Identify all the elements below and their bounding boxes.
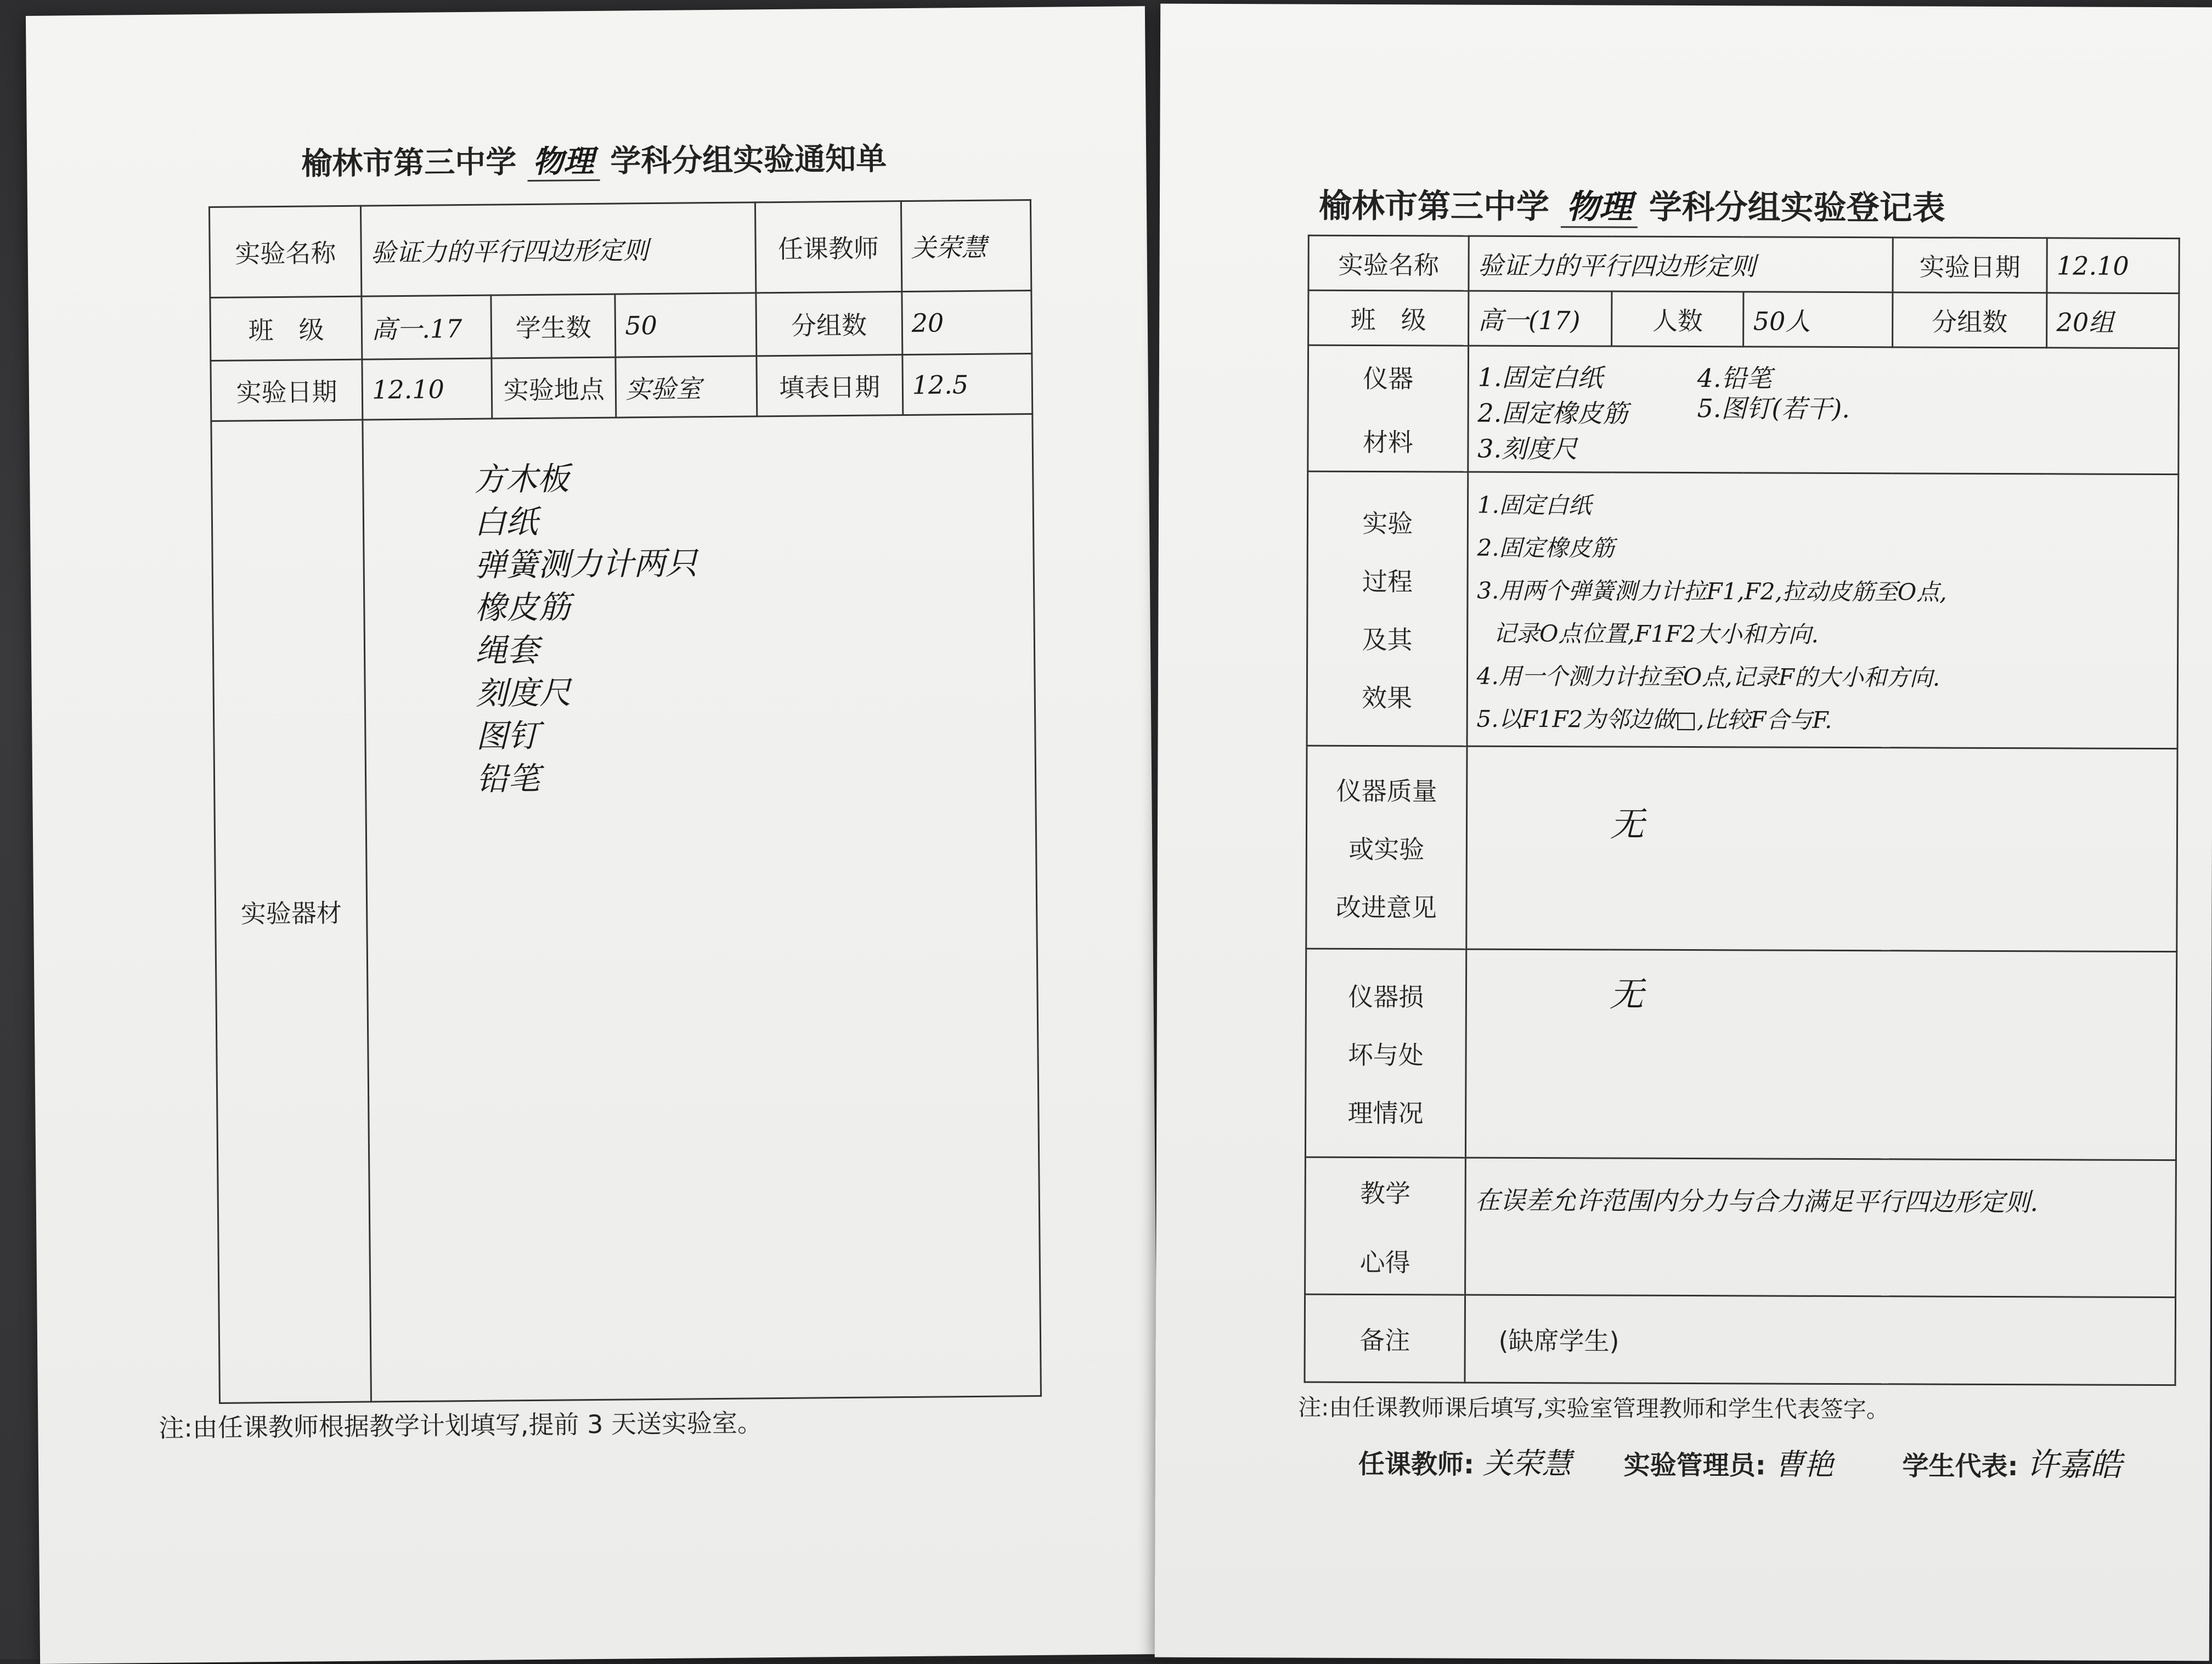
r-damage-value: 无 [1609,974,1644,1014]
r-quality-label-line: 仪器质量 [1336,776,1437,806]
fill-date-label: 填表日期 [757,355,903,416]
r-groups-label: 分组数 [1892,292,2047,348]
date-value: 12.10 [362,358,492,420]
r-process-item: 5.以F1F2为邻边做□,比较F合与F. [1476,705,1832,734]
register-title-subject: 物理 [1561,188,1638,228]
r-quality-value: 无 [1610,804,1644,844]
class-value: 高一.17 [362,295,492,359]
r-people-label: 人数 [1611,291,1743,347]
equipment-label: 实验器材 [211,420,371,1403]
r-process-item: 记录O点位置,F1F2大小和方向. [1493,619,1819,648]
r-process-list [1476,484,2169,743]
r-insight-cell [1465,1158,2176,1298]
r-name-label: 实验名称 [1308,235,1469,291]
r-process-label-line: 过程 [1362,566,1413,596]
register-table [1304,235,2180,1386]
r-process-item: 2.固定橡皮筋 [1477,534,1615,562]
teacher-value: 关荣慧 [901,200,1031,291]
r-remark-label: 备注 [1305,1294,1465,1383]
r-equipment-cell [1468,346,2179,475]
r-class-value: 高一(17) [1468,291,1611,346]
r-equipment-label-line: 材料 [1362,427,1413,457]
equipment-item: 刻度尺 [475,674,572,712]
notice-title-suffix: 学科分组实验通知单 [610,141,887,179]
r-groups-value: 20组 [2047,293,2179,348]
place-label: 实验地点 [492,357,616,419]
r-process-item: 3.用两个弹簧测力计拉F1,F2,拉动皮筋至O点, [1477,577,1947,606]
equipment-item: 绳套 [475,631,539,669]
notice-table [208,199,1042,1404]
r-damage-label-line: 理情况 [1347,1098,1424,1128]
r-equipment-item: 1.固定白纸 [1477,362,1603,393]
date-label: 实验日期 [211,359,363,421]
groups-label: 分组数 [755,292,902,356]
register-sheet [1155,4,2212,1661]
place-value: 实验室 [616,356,757,418]
r-damage-cell [1465,949,2177,1160]
notice-title [301,134,887,183]
register-title-suffix: 学科分组实验登记表 [1649,188,1945,228]
groups-value: 20 [902,290,1032,354]
students-value: 50 [615,293,756,357]
r-quality-label [1306,746,1467,949]
r-class-label: 班 级 [1308,290,1469,346]
r-process-cell [1467,472,2179,749]
r-process-label-line: 实验 [1362,508,1413,538]
sign-student-label: 学生代表: [1902,1451,2018,1482]
r-equipment-item: 4.铅笔 [1697,363,1772,393]
equipment-list [473,453,1035,800]
name-value: 验证力的平行四边形定则 [361,202,756,296]
sign-teacher-value: 关荣慧 [1482,1446,1572,1481]
equipment-item: 方木板 [473,460,569,498]
fill-date-value: 12.5 [902,353,1032,415]
r-quality-label-line: 改进意见 [1335,892,1437,922]
r-insight-value: 在误差允许范围内分力与合力满足平行四边形定则. [1475,1185,2039,1217]
notice-sheet [26,6,1159,1664]
r-process-label-line: 及其 [1362,624,1413,655]
register-title-school: 榆林市第三中学 [1318,187,1550,227]
equipment-item: 橡皮筋 [475,588,571,627]
equipment-item: 铅笔 [476,759,540,798]
teacher-label: 任课教师 [755,201,902,293]
r-process-label [1307,471,1468,746]
register-footnote: 注:由任课教师课后填写,实验室管理教师和学生代表签字。 [1298,1394,1889,1423]
sign-admin-value: 曹艳 [1774,1447,1834,1482]
r-name-value: 验证力的平行四边形定则 [1469,236,1893,292]
r-equipment-item: 2.固定橡皮筋 [1477,398,1628,428]
sign-admin-label: 实验管理员: [1623,1449,1767,1481]
r-damage-label-line: 坏与处 [1347,1040,1424,1070]
register-title [1319,180,1945,229]
r-process-item: 1.固定白纸 [1477,491,1592,519]
r-quality-label-line: 或实验 [1348,834,1425,864]
r-date-value: 12.10 [2047,238,2179,294]
name-label: 实验名称 [209,206,362,297]
students-label: 学生数 [491,294,616,358]
r-damage-label-line: 仪器损 [1348,982,1424,1012]
notice-title-school: 榆林市第三中学 [301,144,517,182]
r-equipment-list [1477,358,2169,470]
r-remark-value: (缺席学生) [1465,1295,2176,1385]
notice-title-subject: 物理 [527,143,600,182]
r-equipment-label-line: 仪器 [1363,363,1414,393]
r-equipment-item: 3.刻度尺 [1477,433,1578,464]
sign-teacher-label: 任课教师: [1358,1448,1475,1480]
equipment-cell [363,414,1041,1402]
equipment-item: 弹簧测力计两只 [474,544,698,584]
r-process-item: 4.用一个测力计拉至O点,记录F的大小和方向. [1476,662,1940,691]
r-process-label-line: 效果 [1362,682,1413,713]
sign-student-value: 许嘉皓 [2026,1446,2123,1484]
class-label: 班 级 [210,296,362,360]
r-people-value: 50人 [1743,292,1893,347]
r-damage-label [1305,949,1466,1158]
r-insight-label-line: 教学 [1359,1178,1411,1208]
signature-row [1358,1436,2122,1485]
r-equipment-item: 5.图钉(若干). [1697,393,1850,424]
notice-footnote: 注:由任课教师根据教学计划填写,提前 3 天送实验室。 [159,1408,763,1443]
r-date-label: 实验日期 [1893,238,2047,293]
r-equipment-label [1308,345,1469,472]
equipment-item: 白纸 [474,503,538,541]
r-insight-label [1305,1157,1466,1295]
r-insight-label-line: 心得 [1359,1247,1410,1277]
r-quality-cell [1466,746,2177,952]
equipment-item: 图钉 [476,717,540,755]
